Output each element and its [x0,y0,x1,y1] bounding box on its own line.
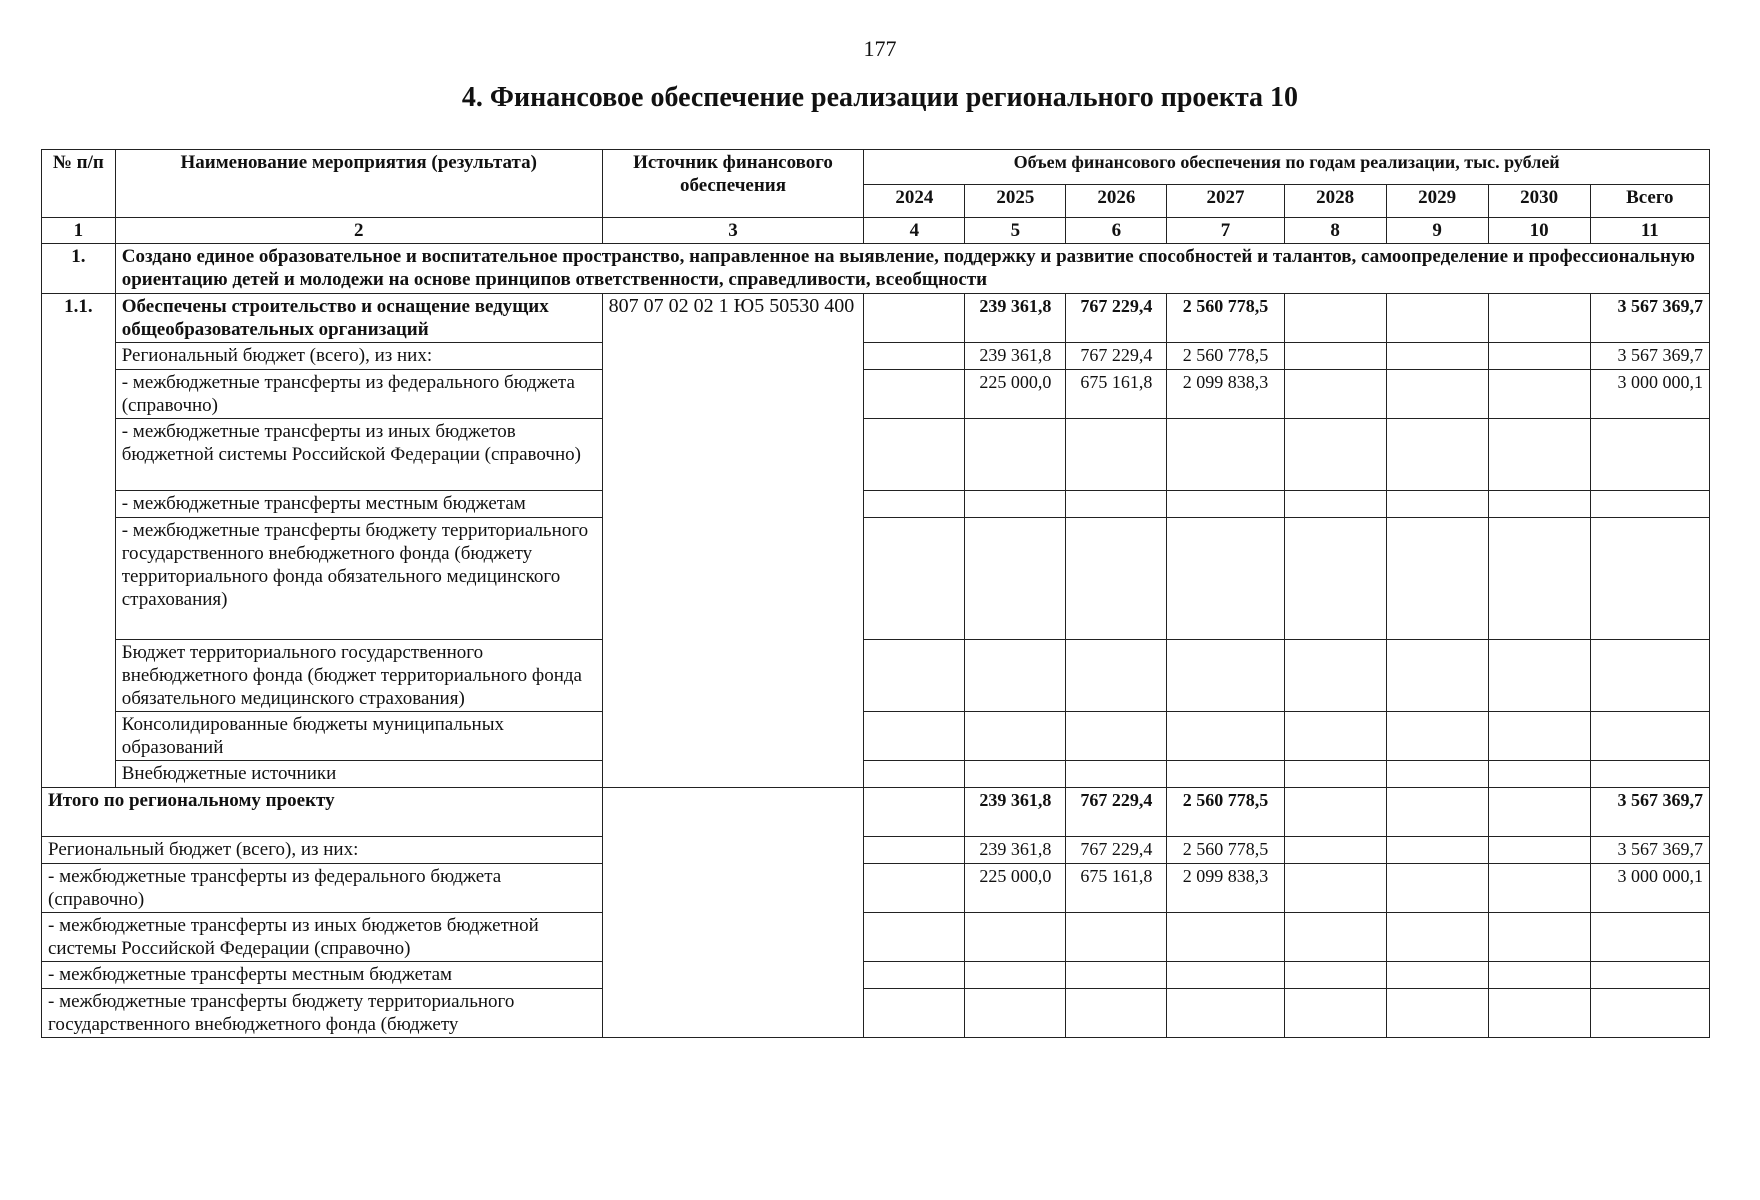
header-source: Источник финансового обеспечения [602,150,864,218]
value-cell [1488,989,1590,1038]
value-cell [1488,712,1590,761]
value-cell [1488,864,1590,913]
value-cell [864,837,965,864]
value-cell [1066,761,1167,788]
value-cell [965,712,1066,761]
value-cell [1488,761,1590,788]
header-year: 2028 [1284,185,1386,218]
value-cell: 767 229,4 [1066,294,1167,343]
funding-source-label: - межбюджетные трансферты бюджету территориального государственного внебюджетного фонда (бюджету территориального фонда обязательного медицинского страхования) [115,518,602,640]
value-cell [965,419,1066,491]
value-cell [1284,343,1386,370]
value-cell: 225 000,0 [965,370,1066,419]
value-cell [1386,989,1488,1038]
value-cell [1386,761,1488,788]
col-number: 6 [1066,218,1167,244]
value-cell [1386,788,1488,837]
totals-source-label: - межбюджетные трансферты местным бюджетам [42,962,603,989]
value-cell [1284,864,1386,913]
value-cell [1066,913,1167,962]
value-cell: 767 229,4 [1066,837,1167,864]
value-cell: 767 229,4 [1066,343,1167,370]
value-cell [864,761,965,788]
col-number: 1 [42,218,116,244]
value-cell [1284,370,1386,419]
value-cell [1488,518,1590,640]
value-cell [864,343,965,370]
funding-source-row [42,640,1710,712]
funding-source-label: - межбюджетные трансферты из федерального бюджета (справочно) [115,370,602,419]
activity-number: 1.1. [42,294,116,788]
value-cell [965,761,1066,788]
value-cell: 239 361,8 [965,343,1066,370]
value-cell [864,518,965,640]
funding-source-row [42,419,1710,491]
col-number: 5 [965,218,1066,244]
totals-block [42,788,1710,1038]
totals-source-label: - межбюджетные трансферты из федерального бюджета (справочно) [42,864,603,913]
funding-source-row [42,370,1710,419]
header-year: 2030 [1488,185,1590,218]
page-number: 177 [863,36,897,61]
col-number: 10 [1488,218,1590,244]
funding-source-label: Региональный бюджет (всего), из них: [115,343,602,370]
value-cell [1386,712,1488,761]
total-value-cell [1590,962,1709,989]
value-cell [1066,419,1167,491]
header-num: № п/п [42,150,116,218]
value-cell [1386,913,1488,962]
value-cell [864,989,965,1038]
value-cell: 239 361,8 [965,788,1066,837]
value-cell [965,491,1066,518]
value-cell [1284,837,1386,864]
value-cell [1488,788,1590,837]
value-cell [1386,640,1488,712]
totals-source-row [42,864,1710,913]
col-number: 8 [1284,218,1386,244]
value-cell [1167,419,1284,491]
value-cell [965,640,1066,712]
value-cell [864,962,965,989]
total-value-cell: 3 000 000,1 [1590,370,1709,419]
value-cell [1284,913,1386,962]
funding-source-label: Бюджет территориального государственного внебюджетного фонда (бюджет территориального фонда обязательного медицинского страхования) [115,640,602,712]
funding-source-label: Внебюджетные источники [115,761,602,788]
total-value-cell: 3 567 369,7 [1590,294,1709,343]
value-cell [1488,491,1590,518]
section-text: Создано единое образовательное и воспитательное пространство, направленное на выявление, поддержку и развитие способностей и талантов, самоопределение и профессиональную ориентацию детей и молодежи на основе принципов ответственности, справедливости, всеобщности [115,244,1709,294]
budget-classification-code: 807 07 02 02 1 Ю5 50530 400 [602,294,864,788]
total-value-cell: 3 567 369,7 [1590,837,1709,864]
value-cell [1066,989,1167,1038]
col-number: 11 [1590,218,1709,244]
funding-source-label: - межбюджетные трансферты местным бюджетам [115,491,602,518]
value-cell [1488,370,1590,419]
total-value-cell [1590,989,1709,1038]
total-value-cell [1590,913,1709,962]
financing-table [41,149,1710,1038]
header-volume: Объем финансового обеспечения по годам реализации, тыс. рублей [864,150,1710,185]
header-year: 2026 [1066,185,1167,218]
value-cell [864,370,965,419]
totals-source-label: Региональный бюджет (всего), из них: [42,837,603,864]
activity-name: Обеспечены строительство и оснащение ведущих общеобразовательных организаций [115,294,602,343]
value-cell [1284,962,1386,989]
value-cell [1386,419,1488,491]
value-cell [1167,640,1284,712]
col-number: 7 [1167,218,1284,244]
value-cell [1284,989,1386,1038]
value-cell [965,962,1066,989]
value-cell: 239 361,8 [965,837,1066,864]
funding-source-label: Консолидированные бюджеты муниципальных образований [115,712,602,761]
value-cell [864,640,965,712]
header-total: Всего [1590,185,1709,218]
value-cell [1488,294,1590,343]
value-cell: 2 560 778,5 [1167,343,1284,370]
total-value-cell [1590,419,1709,491]
col-number: 3 [602,218,864,244]
value-cell: 2 560 778,5 [1167,294,1284,343]
section-row [42,244,1710,294]
value-cell: 675 161,8 [1066,864,1167,913]
value-cell [1167,761,1284,788]
value-cell [1167,989,1284,1038]
value-cell [1488,419,1590,491]
funding-source-row [42,491,1710,518]
value-cell [1066,491,1167,518]
totals-row [42,788,1710,837]
value-cell: 2 099 838,3 [1167,370,1284,419]
value-cell [1488,913,1590,962]
value-cell [1066,640,1167,712]
totals-source-row [42,837,1710,864]
value-cell [1284,788,1386,837]
totals-source-cell [602,788,864,1038]
value-cell [965,913,1066,962]
totals-label: Итого по региональному проекту [42,788,603,837]
value-cell [1488,640,1590,712]
value-cell: 2 099 838,3 [1167,864,1284,913]
header-year: 2024 [864,185,965,218]
col-number: 4 [864,218,965,244]
value-cell [864,294,965,343]
value-cell [1284,640,1386,712]
funding-source-row [42,712,1710,761]
value-cell [1386,864,1488,913]
total-value-cell: 3 567 369,7 [1590,343,1709,370]
value-cell [1386,962,1488,989]
value-cell [1386,837,1488,864]
value-cell: 675 161,8 [1066,370,1167,419]
value-cell [864,712,965,761]
value-cell: 767 229,4 [1066,788,1167,837]
value-cell [965,989,1066,1038]
total-value-cell [1590,491,1709,518]
value-cell [1066,962,1167,989]
funding-source-row [42,518,1710,640]
value-cell [1066,712,1167,761]
totals-source-row [42,913,1710,962]
value-cell [1284,294,1386,343]
totals-source-label: - межбюджетные трансферты бюджету территориального государственного внебюджетного фонда (бюджету [42,989,603,1038]
value-cell: 2 560 778,5 [1167,788,1284,837]
value-cell [1386,294,1488,343]
funding-source-row [42,761,1710,788]
header-name: Наименование мероприятия (результата) [115,150,602,218]
header-year: 2025 [965,185,1066,218]
value-cell [1167,712,1284,761]
activity-block [42,294,1710,788]
totals-source-row [42,989,1710,1038]
value-cell [1167,962,1284,989]
col-number: 9 [1386,218,1488,244]
value-cell: 225 000,0 [965,864,1066,913]
value-cell [864,788,965,837]
value-cell: 239 361,8 [965,294,1066,343]
value-cell [1066,518,1167,640]
total-value-cell: 3 000 000,1 [1590,864,1709,913]
value-cell [1167,913,1284,962]
total-value-cell [1590,640,1709,712]
value-cell [1488,837,1590,864]
totals-source-row [42,962,1710,989]
value-cell [864,864,965,913]
activity-row [42,294,1710,343]
header-year: 2027 [1167,185,1284,218]
value-cell [1284,419,1386,491]
section-number: 1. [42,244,116,294]
value-cell [1167,491,1284,518]
value-cell [1284,712,1386,761]
funding-source-row [42,343,1710,370]
total-value-cell [1590,712,1709,761]
totals-source-label: - межбюджетные трансферты из иных бюджетов бюджетной системы Российской Федерации (справочно) [42,913,603,962]
value-cell [1488,343,1590,370]
value-cell [1284,761,1386,788]
value-cell [1386,343,1488,370]
total-value-cell: 3 567 369,7 [1590,788,1709,837]
value-cell [864,913,965,962]
value-cell [864,419,965,491]
value-cell [1284,518,1386,640]
value-cell: 2 560 778,5 [1167,837,1284,864]
value-cell [864,491,965,518]
value-cell [1386,518,1488,640]
value-cell [1167,518,1284,640]
total-value-cell [1590,518,1709,640]
value-cell [1386,370,1488,419]
value-cell [965,518,1066,640]
value-cell [1386,491,1488,518]
value-cell [1488,962,1590,989]
value-cell [1284,491,1386,518]
document-title: 4. Финансовое обеспечение реализации регионального проекта 10 [461,82,1299,113]
funding-source-label: - межбюджетные трансферты из иных бюджетов бюджетной системы Российской Федерации (справочно) [115,419,602,491]
total-value-cell [1590,761,1709,788]
header-year: 2029 [1386,185,1488,218]
col-number: 2 [115,218,602,244]
